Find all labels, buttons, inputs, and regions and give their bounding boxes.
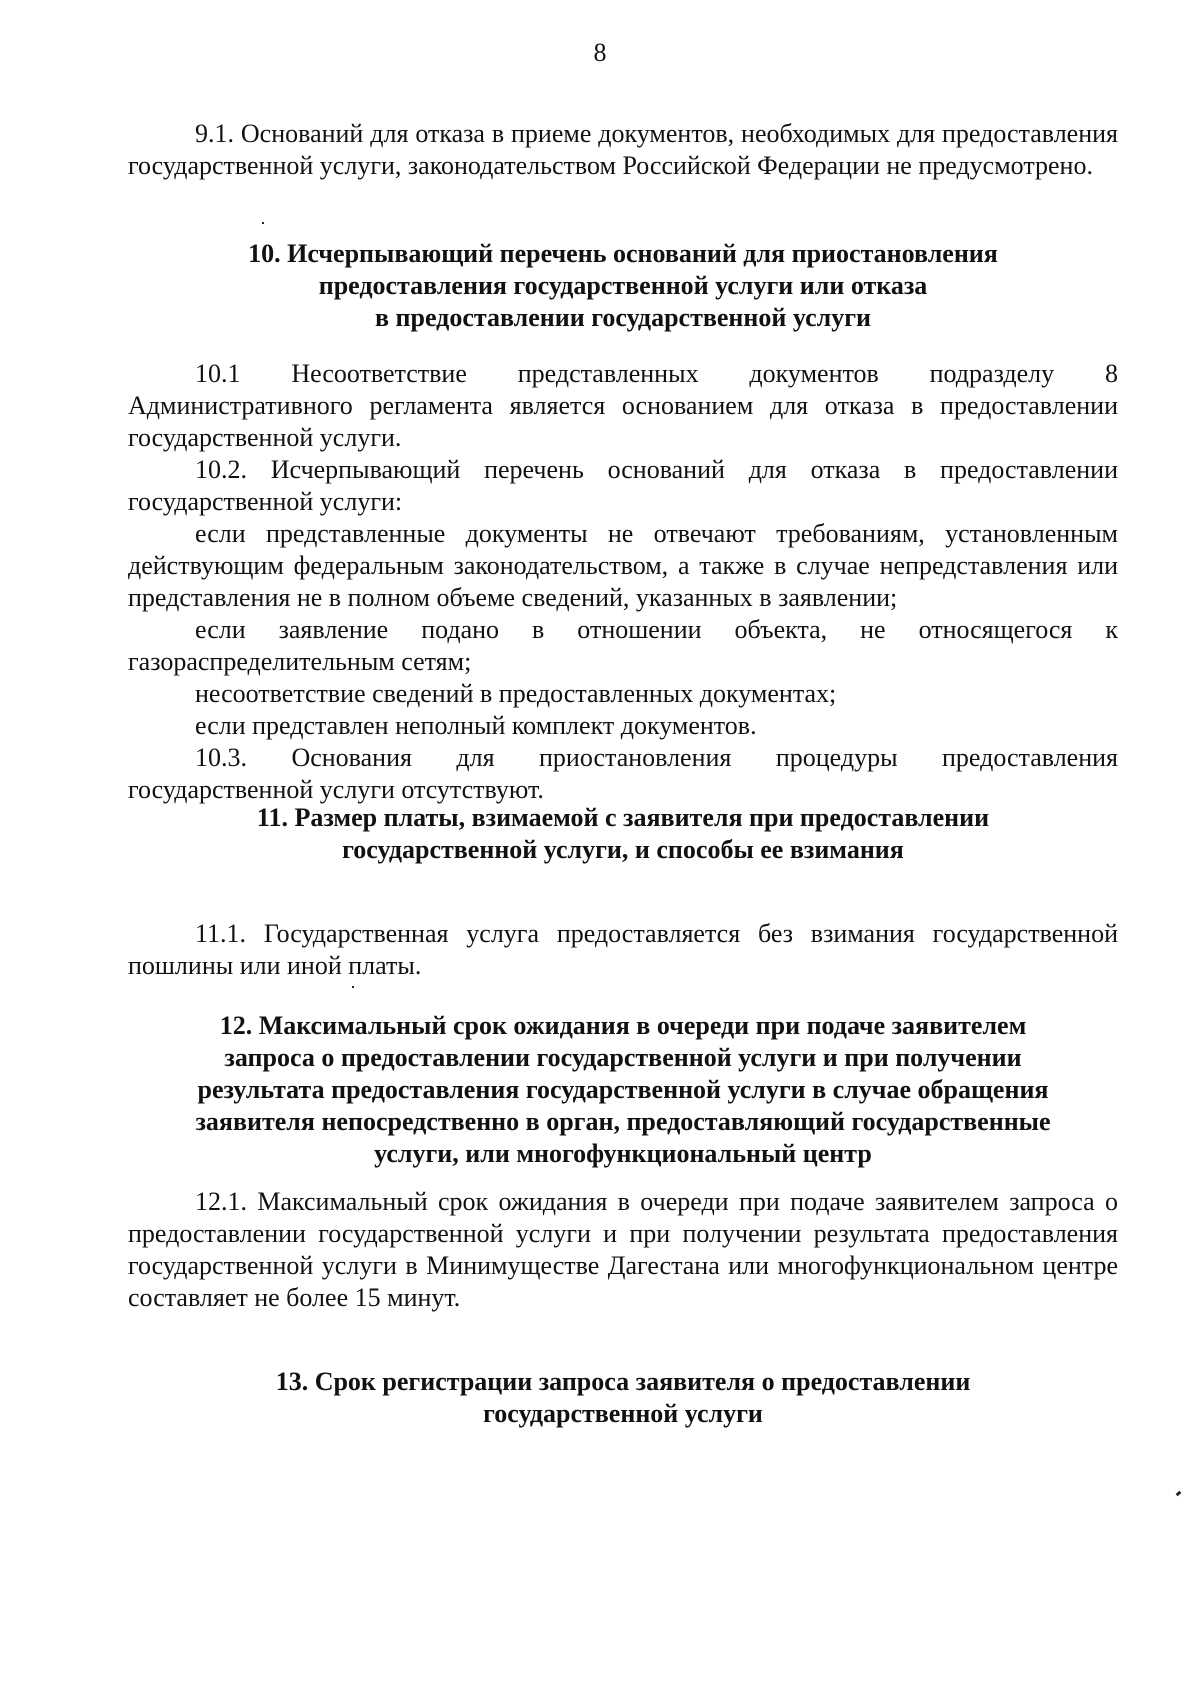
paragraph-9-1: 9.1. Оснований для отказа в приеме документов, необходимых для предоставления государственной услуги, законодательством Российской Федерации не предусмотрено.	[128, 119, 1118, 180]
heading-12-line-3: результата предоставления государственной услуги в случае обращения	[197, 1075, 1049, 1104]
paragraph-10-2-d: если представлен неполный комплект документов.	[195, 711, 757, 740]
paragraph-12-1: 12.1. Максимальный срок ожидания в очереди при подаче заявителем запроса о предоставлении государственной услуги и при получении результата предоставления государственной услуги в Минимуществе Дагестана или многофункциональном центре составляет не более 15 минут.	[128, 1187, 1118, 1312]
heading-13-line-1: 13. Срок регистрации запроса заявителя о предоставлении	[275, 1367, 971, 1396]
heading-12-line-4: заявителя непосредственно в орган, предоставляющий государственные	[195, 1107, 1051, 1136]
heading-12-line-2: запроса о предоставлении государственной услуги и при получении	[224, 1043, 1022, 1072]
scan-speck	[262, 222, 264, 224]
heading-10-line-3: в предоставлении государственной услуги	[374, 303, 871, 332]
page-number: 8	[593, 38, 607, 67]
section-11-body	[128, 918, 1118, 982]
paragraph-10-3: 10.3. Основания для приостановления процедуры предоставления государственной услуги отсутствуют.	[128, 743, 1118, 804]
paragraph-10-1: 10.1 Несоответствие представленных документов подразделу 8 Административного регламента является основанием для отказа в предоставлении государственной услуги.	[128, 359, 1118, 452]
heading-12-line-5: услуги, или многофункциональный центр	[374, 1139, 872, 1168]
heading-10	[128, 238, 1118, 334]
heading-11	[128, 802, 1118, 866]
scan-speck	[352, 986, 354, 988]
heading-12-line-1: 12. Максимальный срок ожидания в очереди при подаче заявителем	[219, 1011, 1027, 1040]
heading-10-line-1: 10. Исчерпывающий перечень оснований для приостановления	[248, 239, 998, 268]
section-12-body	[128, 1186, 1118, 1314]
paragraph-10-2-a: если представленные документы не отвечают требованиям, установленным действующим федеральным законодательством, а также в случае непредставления или представления не в полном объеме сведений, указанных в заявлении;	[128, 519, 1118, 612]
heading-12	[128, 1010, 1118, 1170]
heading-10-line-2: предоставления государственной услуги или отказа	[318, 271, 928, 300]
heading-11-line-2: государственной услуги, и способы ее взимания	[342, 835, 904, 864]
heading-11-line-1: 11. Размер платы, взимаемой с заявителя при предоставлении	[256, 803, 990, 832]
section-10-body	[128, 358, 1118, 806]
paragraph-10-2-b: если заявление подано в отношении объекта, не относящегося к газораспределительным сетям;	[128, 615, 1118, 676]
paragraph-10-2-c: несоответствие сведений в предоставленных документах;	[195, 679, 837, 708]
paragraph-11-1: 11.1. Государственная услуга предоставляется без взимания государственной пошлины или иной платы.	[128, 919, 1118, 980]
heading-13	[128, 1366, 1118, 1430]
scan-speck	[1176, 1491, 1182, 1497]
section-9-body	[128, 118, 1118, 182]
paragraph-10-2: 10.2. Исчерпывающий перечень оснований для отказа в предоставлении государственной услуги:	[128, 455, 1118, 516]
heading-13-line-2: государственной услуги	[483, 1399, 763, 1428]
